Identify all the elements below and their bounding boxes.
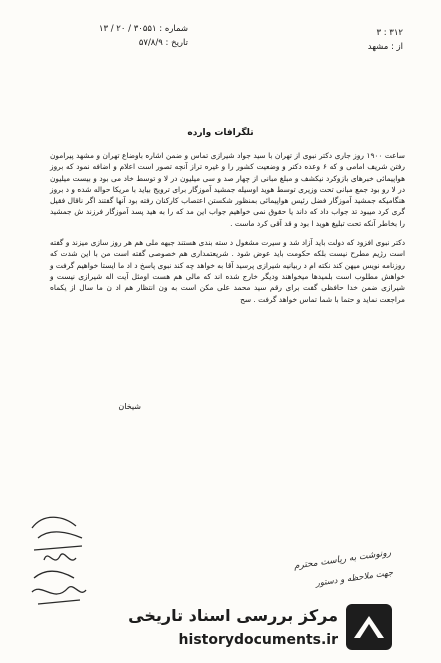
origin-city: از : مشهد xyxy=(367,42,403,52)
document-number: شماره : ۳۰۵۵۱ / ۲۰ / ۱۳ xyxy=(98,24,188,34)
body-paragraph: ساعت ۱۹۰۰ روز جاری دکتر نبوی از تهران با سید جواد شیرازی تماس و ضمن اشاره باوضاع تهران و مشهد پیرامون رفتن شریف امامی و که ۶ وعده دکتر و وضعیت کشور را و غیره تراز آنچه تصور است اعلام و اضافه نمود که بروز هواپیمائی خبرهای بازوکرد نیکشف و مبلغ مبانی از چهار صد و سی میلیون در لا و توسط خاد می بود و بیست میلیون در لا رو بود جمع مبانی تحت وزیری توسط هوید اوسیله جمشید آموزگار برای ترویج بیاید با مریکا حواله شده و د بروز هنگامیکه جمشید آموزگار فضل رئیس هواپیمائی بمنظور شکستن اعتصاب کارکنان رفته بود آنها گفتند اگر ناقال فقیل گری کرد میبود تد جواب داد که داند یا حقوق نمی خواهیم جواب این مد که را به هید پسد آموزگار فرزند ش جمشید را بخاطر آنکه تحت تبلیغ هوید ا بود و قد آقی کرد ماست . xyxy=(50,151,405,228)
handwritten-note-line1: رونوشت به ریاست محترم xyxy=(293,548,392,572)
reference-number: ۳۱۲ : ۳ xyxy=(376,28,403,38)
handwritten-initials-signature xyxy=(24,508,94,618)
archive-name: مرکز بررسی اسناد تاریخی xyxy=(128,606,338,625)
reference-block-right xyxy=(283,26,403,54)
reference-block-left xyxy=(38,22,188,50)
archive-book-icon xyxy=(344,602,394,652)
archive-watermark xyxy=(128,600,400,658)
document-title: تلگرافات وارده xyxy=(187,128,254,138)
typed-signature: شیخان xyxy=(118,402,141,411)
handwritten-note-line2: جهت ملاحظه و دستور xyxy=(314,568,394,589)
document-date: تاریخ : ۵۷/۸/۹ xyxy=(138,38,188,48)
telegram-body xyxy=(50,150,405,313)
archive-url: historydocuments.ir xyxy=(178,632,338,648)
body-paragraph: دکتر نبوی افزود که دولت باید آزاد شد و سیرت مشغول د سته بندی هستند جبهه ملی هم هر روز سازی میزند و گفته است رژیم مطرح نیست بلکه حکومت باید عوض شود . شریعتمداری هم خصوصی گفته است من با این شدت که روزنامه نویس میهن کند نکته ام د ربیانیه شیرازی پرسید آقا به خواهد چه کند نبوی پاسخ د اد ما ایستا خواهیم گرفت و خواهش مطلوب است بلمیدها میخواهند ودیگر خارج شده اند که مالی هم هست اومثل آیت اله شیرازی نیست و شیرازی ضمن خدا حافظی گفت برای رقم سید محمد علی مکن است به ون انتظار هم اد ن ما سال از یکماه مراجعت نماید و حتما با شما تماس خواهد گرفت . سح xyxy=(50,238,405,304)
